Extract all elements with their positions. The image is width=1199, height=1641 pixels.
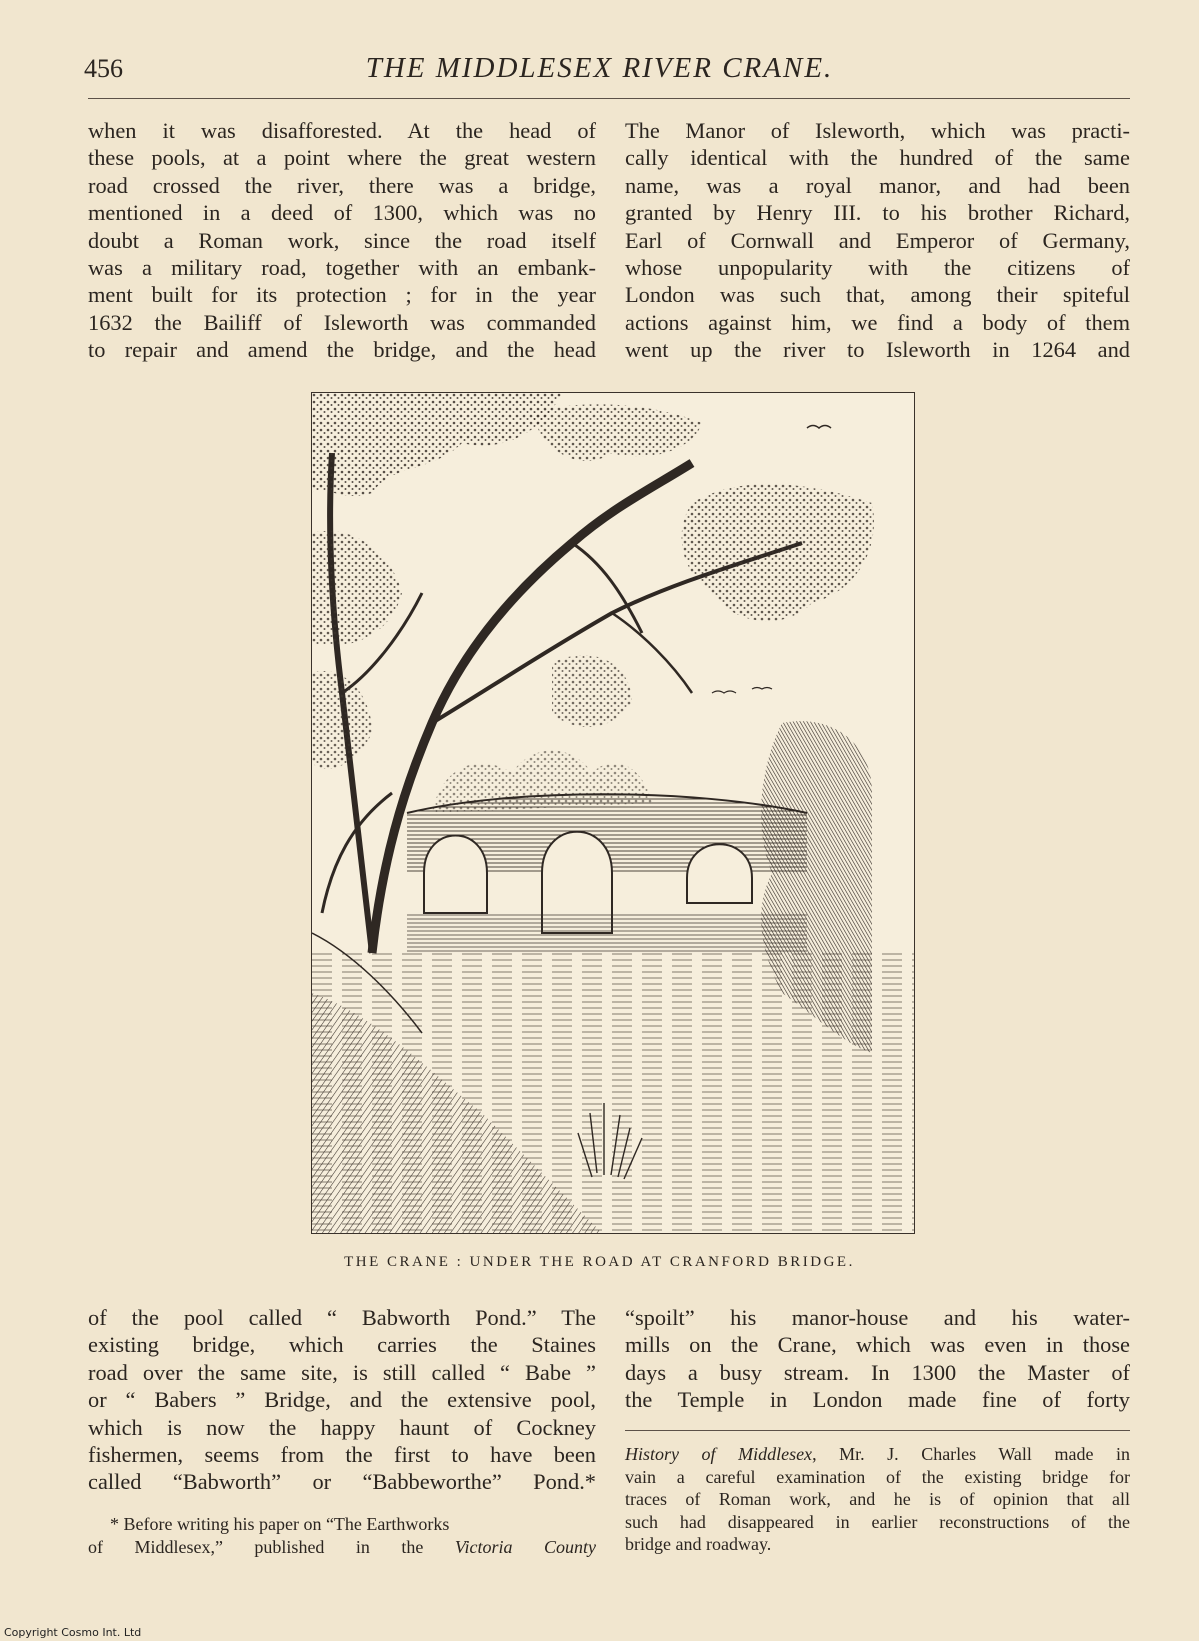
text-line: actions against him, we find a body of them bbox=[625, 309, 1130, 335]
text-line: road over the same site, is still called “ Babe ” bbox=[88, 1359, 596, 1385]
footnote-line: traces of Roman work, and he is of opinion that all bbox=[625, 1489, 1130, 1509]
text-line: The Manor of Isleworth, which was practi- bbox=[625, 118, 1130, 143]
top-left-column bbox=[88, 117, 596, 364]
text-line: mills on the Crane, which was even in those bbox=[625, 1332, 1130, 1358]
footnote-text: of Middlesex,” published in the bbox=[88, 1536, 455, 1557]
page-number: 456 bbox=[84, 54, 123, 83]
text-line: went up the river to Isleworth in 1264 and bbox=[625, 337, 1130, 363]
text-line: called “Babworth” or “Babbeworthe” Pond.* bbox=[88, 1469, 596, 1495]
text-line: existing bridge, which carries the Staines bbox=[88, 1332, 596, 1358]
text-line: mentioned in a deed of 1300, which was no bbox=[88, 200, 596, 226]
bottom-left-column bbox=[88, 1304, 596, 1496]
bridge-illustration bbox=[312, 393, 914, 1233]
text-line: “spoilt” his manor-house and his water- bbox=[625, 1305, 1130, 1330]
running-title: THE MIDDLESEX RIVER CRANE. bbox=[365, 52, 834, 84]
figure-caption: THE CRANE : UNDER THE ROAD AT CRANFORD BRIDGE. bbox=[344, 1254, 855, 1270]
text-line: which is now the happy haunt of Cockney bbox=[88, 1414, 596, 1440]
footnote-line: vain a careful examination of the existing bridge for bbox=[625, 1466, 1130, 1487]
footnote-line bbox=[625, 1443, 1130, 1466]
text-line: ment built for its protection ; for in the year bbox=[88, 282, 596, 308]
text-line: when it was disafforested. At the head of bbox=[88, 118, 596, 143]
text-line: of the pool called “ Babworth Pond.” The bbox=[88, 1305, 596, 1330]
text-line: cally identical with the hundred of the same bbox=[625, 145, 1130, 171]
footnote-line: * Before writing his paper on “The Earthworks bbox=[110, 1514, 450, 1534]
text-line: to repair and amend the bridge, and the head bbox=[88, 337, 596, 363]
text-line: fishermen, seems from the first to have been bbox=[88, 1442, 596, 1468]
text-line: whose unpopularity with the citizens of bbox=[625, 255, 1130, 281]
footnote-italic-title: History of Middlesex bbox=[625, 1444, 813, 1464]
text-line: road crossed the river, there was a bridge, bbox=[88, 172, 596, 198]
footnote-rule bbox=[625, 1430, 1130, 1431]
bridge-engraving bbox=[311, 392, 915, 1234]
text-line: granted by Henry III. to his brother Richard, bbox=[625, 200, 1130, 226]
text-line: days a busy stream. In 1300 the Master of bbox=[625, 1359, 1130, 1385]
text-line: Earl of Cornwall and Emperor of Germany, bbox=[625, 227, 1130, 253]
text-line: the Temple in London made fine of forty bbox=[625, 1387, 1130, 1413]
footnote-line bbox=[88, 1536, 596, 1559]
bottom-right-column bbox=[625, 1304, 1130, 1414]
footnote-left bbox=[88, 1513, 596, 1558]
footnote-line: such had disappeared in earlier reconstructions of the bbox=[625, 1511, 1130, 1532]
footnote-italic-title: Victoria County bbox=[454, 1536, 596, 1557]
text-line: was a military road, together with an embank- bbox=[88, 255, 596, 281]
copyright-notice: Copyright Cosmo Int. Ltd bbox=[4, 1626, 142, 1639]
top-right-column bbox=[625, 117, 1130, 364]
footnote-line: bridge and roadway. bbox=[625, 1534, 772, 1554]
footnote-right bbox=[625, 1443, 1130, 1556]
text-line: name, was a royal manor, and had been bbox=[625, 172, 1130, 198]
header-rule bbox=[88, 98, 1130, 99]
text-line: 1632 the Bailiff of Isleworth was commanded bbox=[88, 309, 596, 335]
text-line: London was such that, among their spiteful bbox=[625, 282, 1130, 308]
text-line: these pools, at a point where the great western bbox=[88, 145, 596, 171]
footnote-text: , Mr. J. Charles Wall made in bbox=[812, 1444, 1130, 1464]
text-line: doubt a Roman work, since the road itself bbox=[88, 227, 596, 253]
text-line: or “ Babers ” Bridge, and the extensive pool, bbox=[88, 1387, 596, 1413]
